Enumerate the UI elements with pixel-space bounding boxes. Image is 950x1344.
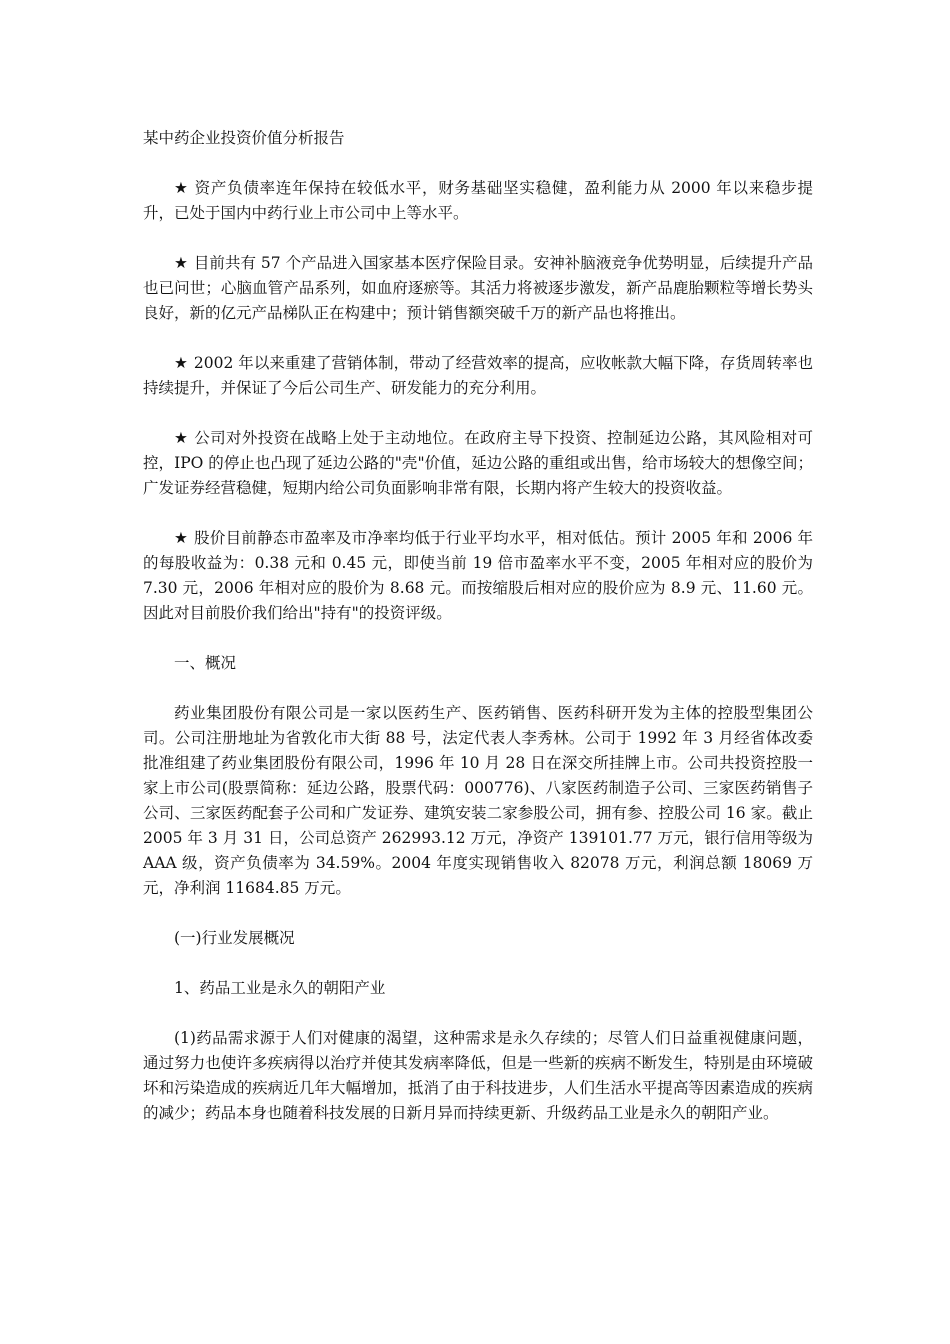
highlight-text: 目前共有 57 个产品进入国家基本医疗保险目录。安神补脑液竞争优势明显，后续提升产品也已问世；心脑血管产品系列，如血府逐瘀等。其活力将被逐步激发，新产品鹿胎颗粒等增长势头良好，新的亿元产品梯队正在构建中；预计销售额突破千万的新产品也将推出。	[143, 254, 813, 322]
star-icon: ★	[174, 179, 188, 197]
subsection-heading: (一)行业发展概况	[174, 929, 295, 947]
highlight-text: 2002 年以来重建了营销体制，带动了经营效率的提高，应收帐款大幅下降，存货周转率也持续提升，并保证了今后公司生产、研发能力的充分利用。	[143, 354, 813, 397]
point-heading: 1、药品工业是永久的朝阳产业	[174, 979, 386, 997]
highlight-paragraph	[143, 526, 813, 626]
star-icon: ★	[174, 529, 188, 547]
highlight-paragraph	[143, 426, 813, 501]
highlight-text: 股价目前静态市盈率及市净率均低于行业平均水平，相对低估。预计 2005 年和 2006 年的每股收益为：0.38 元和 0.45 元，即使当前 19 倍市盈率水平不变，2005 年相对应的股价为 7.30 元，2006 年相对应的股价为 8.68 元。而按缩股后相对应的股价应为 8.9 元、11.60 元。因此对目前股价我们给出"持有"的投资评级。	[143, 529, 813, 622]
highlight-text: 资产负债率连年保持在较低水平，财务基础坚实稳健，盈利能力从 2000 年以来稳步提升，已处于国内中药行业上市公司中上等水平。	[143, 179, 813, 222]
star-icon: ★	[174, 354, 188, 372]
highlight-text: 公司对外投资在战略上处于主动地位。在政府主导下投资、控制延边公路，其风险相对可控，IPO 的停止也凸现了延边公路的"壳"价值，延边公路的重组或出售，给市场较大的想像空间；广发证券经营稳健，短期内给公司负面影响非常有限，长期内将产生较大的投资收益。	[143, 429, 813, 497]
section-heading: 一、概况	[174, 654, 237, 672]
highlight-paragraph	[143, 251, 813, 326]
highlight-paragraph	[143, 351, 813, 401]
point-paragraph: (1)药品需求源于人们对健康的渴望，这种需求是永久存续的；尽管人们日益重视健康问题，通过努力也使许多疾病得以治疗并使其发病率降低，但是一些新的疾病不断发生，特别是由环境破坏和污染造成的疾病近几年大幅增加，抵消了由于科技进步，人们生活水平提高等因素造成的疾病的减少；药品本身也随着科技发展的日新月异而持续更新、升级药品工业是永久的朝阳产业。	[143, 1029, 813, 1122]
highlight-paragraph	[143, 176, 813, 226]
document-title: 某中药企业投资价值分析报告	[143, 129, 345, 147]
document-body	[143, 126, 813, 1126]
section-paragraph: 药业集团股份有限公司是一家以医药生产、医药销售、医药科研开发为主体的控股型集团公司。公司注册地址为省敦化市大街 88 号，法定代表人李秀林。公司于 1992 年 3 月经省体改委批准组建了药业集团股份有限公司，1996 年 10 月 28 日在深交所挂牌上市。公司共投资控股一家上市公司(股票简称：延边公路，股票代码：000776)、八家医药制造子公司、三家医药销售子公司、三家医药配套子公司和广发证券、建筑安装二家参股公司，拥有参、控股公司 16 家。截止 2005 年 3 月 31 日，公司总资产 262993.12 万元，净资产 139101.77 万元，银行信用等级为 AAA 级，资产负债率为 34.59%。2004 年度实现销售收入 82078 万元，利润总额 18069 万元，净利润 11684.85 万元。	[143, 704, 813, 897]
star-icon: ★	[174, 254, 188, 272]
star-icon: ★	[174, 429, 188, 447]
